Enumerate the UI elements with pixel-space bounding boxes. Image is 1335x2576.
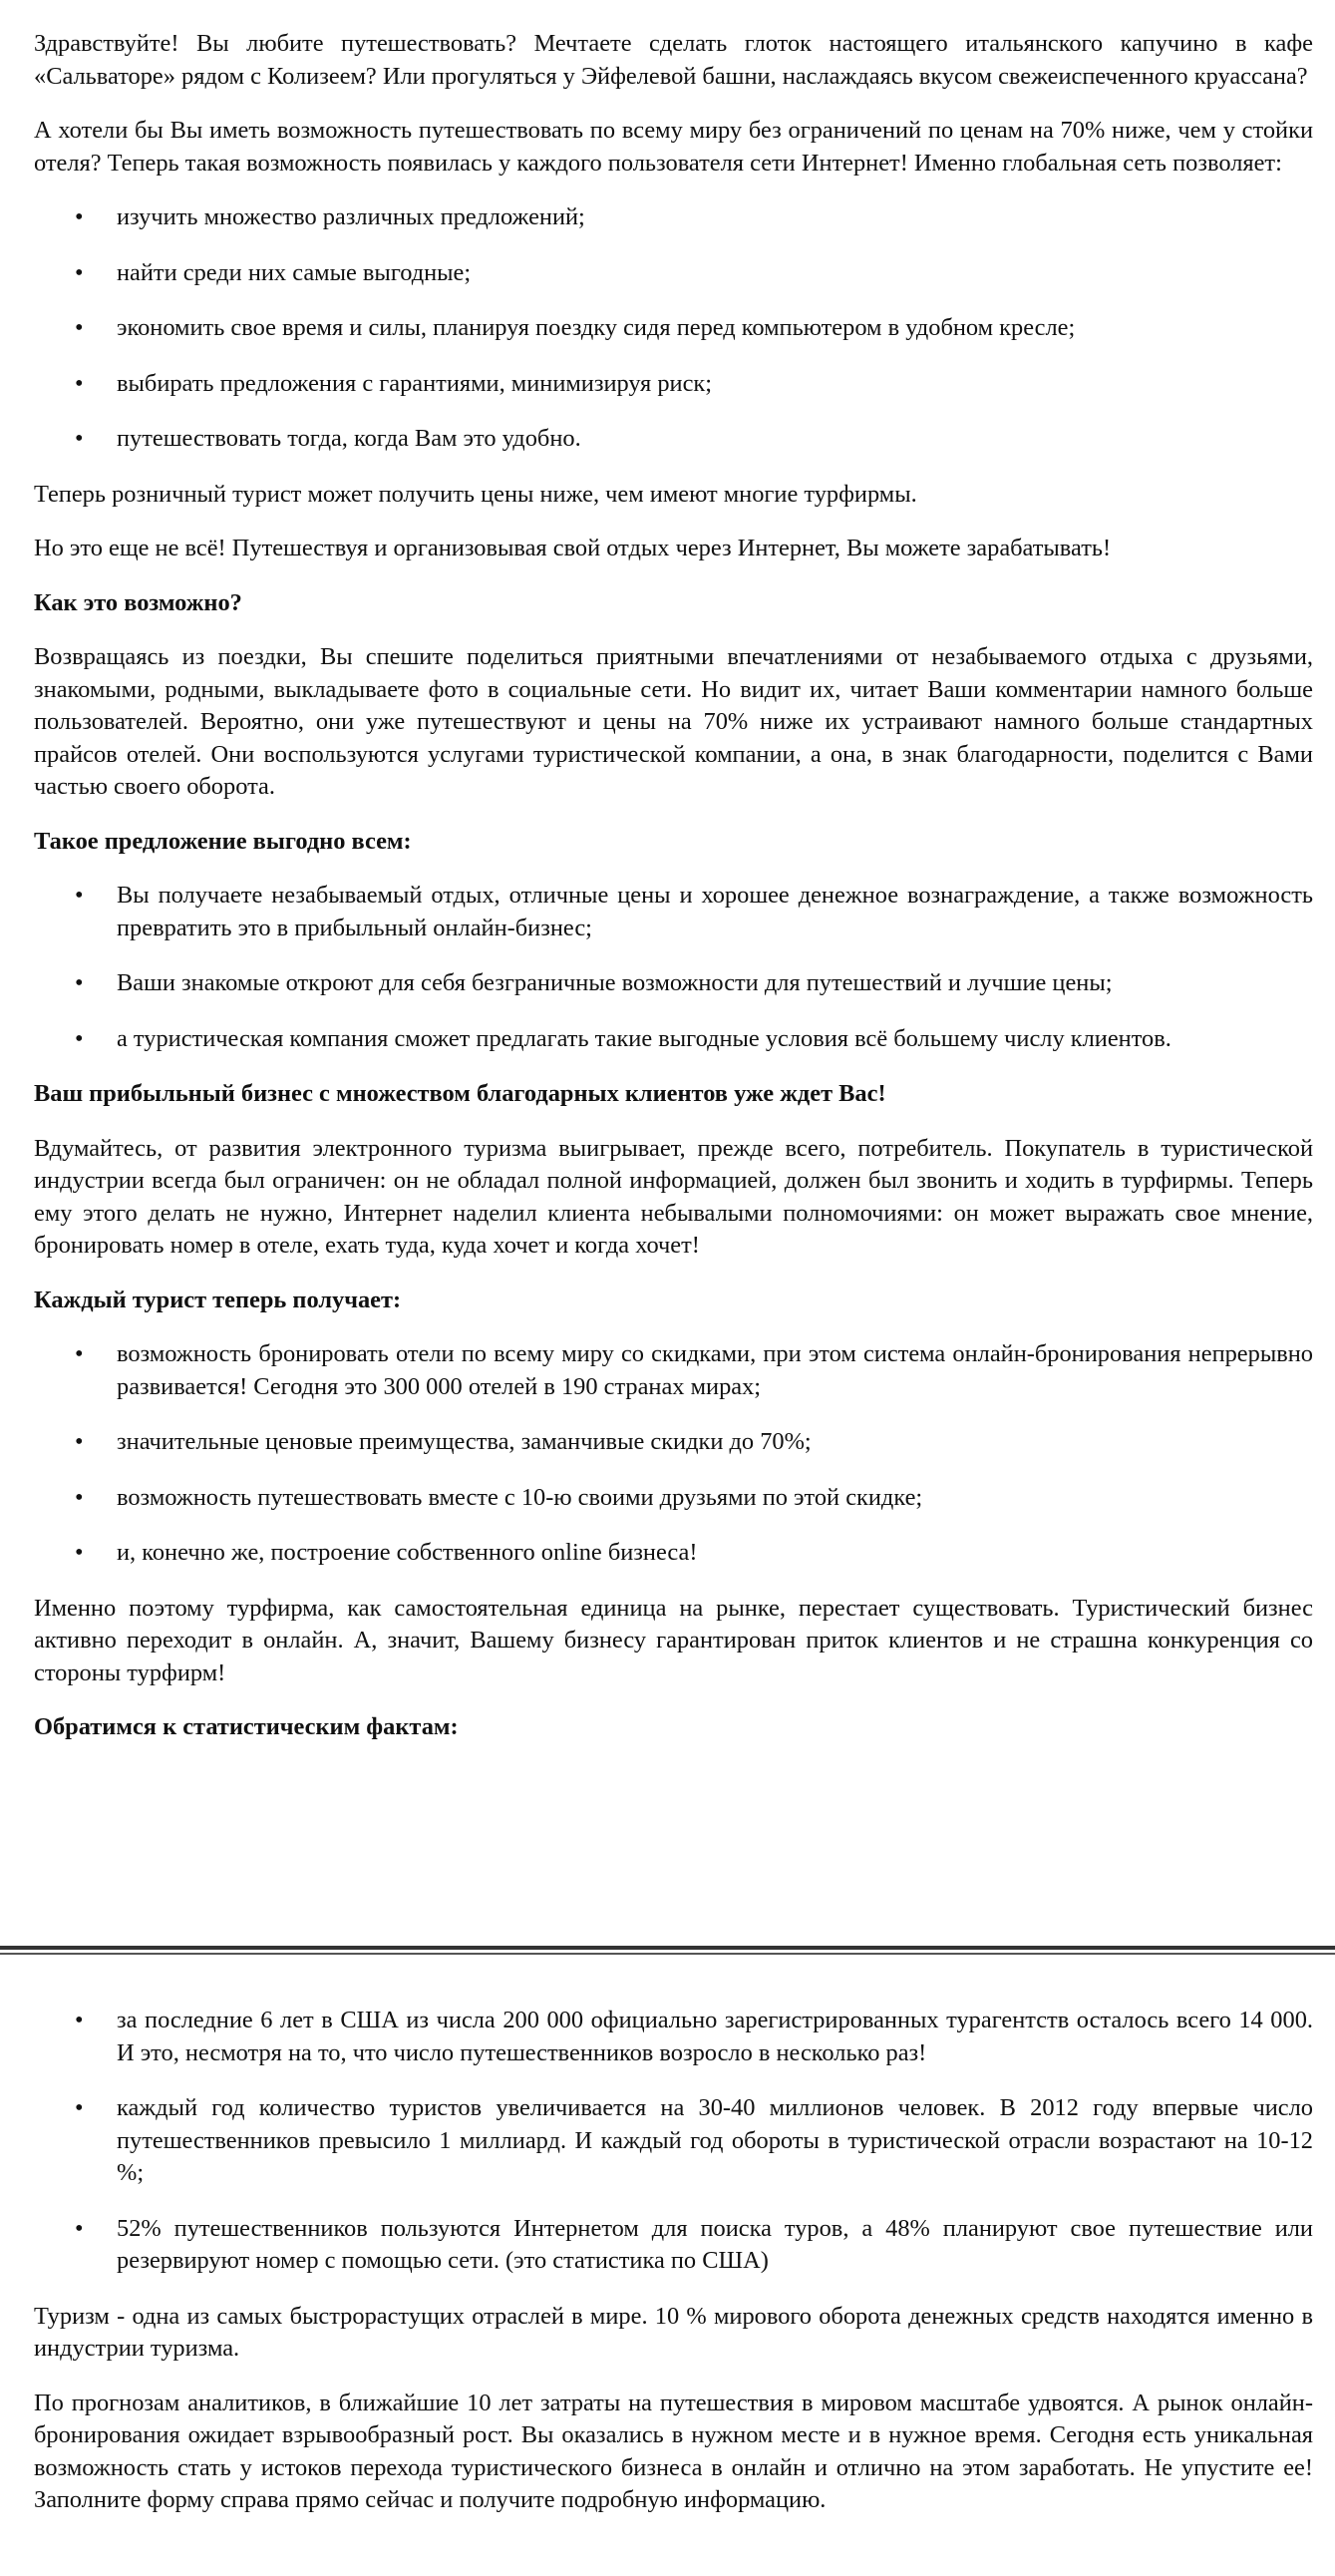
business-paragraph: Вдумайтесь, от развития электронного туризма выигрывает, прежде всего, потребитель. Покупатель в туристической индустрии всегда был ограничен: он не обладал полной информацией, должен был звонить и ходить в турфирмы. Теперь ему этого делать не нужно, Интернет наделил клиента небывалыми полномочиями: он может выражать свое мнение, бронировать номер в отеле, ехать туда, куда хочет и когда хочет!: [34, 1134, 1313, 1259]
list-item: • возможность путешествовать вместе с 10-ю своими друзьями по этой скидке;: [34, 1482, 1313, 1515]
intro-paragraph: Здравствуйте! Вы любите путешествовать? Мечтаете сделать глоток настоящего итальянского капучино в кафе «Сальваторе» рядом с Колизеем? Или прогуляться у Эйфелевой башни, наслаждаясь вкусом свежеиспеченного круассана?: [34, 30, 1313, 90]
list-item: • и, конечно же, построение собственного online бизнеса!: [34, 1537, 1313, 1570]
tourist-benefits-list: [34, 1338, 1313, 1570]
stats-list: [34, 2005, 1313, 2278]
agency-paragraph: Именно поэтому турфирма, как самостоятельная единица на рынке, перестает существовать. Туристический бизнес активно переходит в онлайн. А, значит, Вашему бизнесу гарантирован приток клиентов и не страшна конкуренция со стороны турфирм!: [34, 1594, 1313, 1686]
list-item: • выбирать предложения с гарантиями, минимизируя риск;: [34, 368, 1313, 401]
list-item: • 52% путешественников пользуются Интернетом для поиска туров, а 48% планируют свое путешествие или резервируют номер с помощью сети. (это статистика по США): [34, 2213, 1313, 2278]
list-item: • за последние 6 лет в США из числа 200 000 официально зарегистрированных турагентств осталось всего 14 000. И это, несмотря на то, что число путешественников возросло в несколько раз!: [34, 2005, 1313, 2069]
tourism-paragraph: Туризм - одна из самых быстрорастущих отраслей в мире. 10 % мирового оборота денежных средств находятся именно в индустрии туризма.: [34, 2302, 1313, 2362]
earn-paragraph: Но это еще не всё! Путешествуя и организовывая свой отдых через Интернет, Вы можете зарабатывать!: [34, 535, 1112, 561]
list-item: • изучить множество различных предложений;: [34, 201, 1313, 234]
list-item: • а туристическая компания сможет предлагать такие выгодные условия всё большему числу клиентов.: [34, 1023, 1313, 1056]
divider-line-thin: [0, 1953, 1335, 1955]
internet-benefits-list: [34, 201, 1313, 456]
document-page-1: [34, 28, 1313, 1766]
list-item: • найти среди них самые выгодные;: [34, 257, 1313, 290]
list-item: • возможность бронировать отели по всему миру со скидками, при этом система онлайн-бронирования непрерывно развивается! Сегодня это 300 000 отелей в 190 странах мирах;: [34, 1338, 1313, 1403]
list-item: • Вы получаете незабываемый отдых, отличные цены и хорошее денежное вознаграждение, а также возможность превратить это в прибыльный онлайн-бизнес;: [34, 880, 1313, 944]
retail-tourist-paragraph: Теперь розничный турист может получить цены ниже, чем имеют многие турфирмы.: [34, 480, 917, 508]
business-heading: Ваш прибыльный бизнес с множеством благодарных клиентов уже ждет Вас!: [34, 1080, 886, 1107]
list-item: • каждый год количество туристов увеличивается на 30-40 миллионов человек. В 2012 году впервые число путешественников превысило 1 миллиард. И каждый год обороты в туристической отрасли возрастают на 10-12 %;: [34, 2092, 1313, 2190]
document-page-2: [34, 2005, 1313, 2539]
how-heading: Как это возможно?: [34, 588, 242, 616]
page-break-divider: [0, 1946, 1335, 1958]
offer-list: [34, 880, 1313, 1055]
divider-line-thick: [0, 1946, 1335, 1950]
offer-heading: Такое предложение выгодно всем:: [34, 827, 412, 855]
opportunity-paragraph: А хотели бы Вы иметь возможность путешествовать по всему миру без ограничений по ценам на 70% ниже, чем у стойки отеля? Теперь такая возможность появилась у каждого пользователя сети Интернет! Именно глобальная сеть позволяет:: [34, 117, 1313, 177]
list-item: • экономить свое время и силы, планируя поездку сидя перед компьютером в удобном кресле;: [34, 312, 1313, 345]
forecast-paragraph: По прогнозам аналитиков, в ближайшие 10 лет затраты на путешествия в мировом масштабе удвоятся. А рынок онлайн-бронирования ожидает взрывообразный рост. Вы оказались в нужном месте и в нужное время. Сегодня есть уникальная возможность стать у истоков перехода туристического бизнеса в онлайн и отлично на этом заработать. Не упустите ее! Заполните форму справа прямо сейчас и получите подробную информацию.: [34, 2389, 1313, 2513]
list-item: • значительные ценовые преимущества, заманчивые скидки до 70%;: [34, 1426, 1313, 1459]
how-paragraph: Возвращаясь из поездки, Вы спешите поделиться приятными впечатлениями от незабываемого отдыха с друзьями, знакомыми, родными, выкладываете фото в социальные сети. Но видит их, читает Ваши комментарии намного больше пользователей. Вероятно, они уже путешествуют и цены на 70% ниже их устраивают намного больше стандартных прайсов отелей. Они воспользуются услугами туристической компании, а она, в знак благодарности, поделится с Вами частью своего оборота.: [34, 643, 1313, 800]
tourist-heading: Каждый турист теперь получает:: [34, 1286, 402, 1313]
stats-heading: Обратимся к статистическим фактам:: [34, 1713, 459, 1740]
list-item: • Ваши знакомые откроют для себя безграничные возможности для путешествий и лучшие цены;: [34, 967, 1313, 1000]
list-item: • путешествовать тогда, когда Вам это удобно.: [34, 423, 1313, 456]
